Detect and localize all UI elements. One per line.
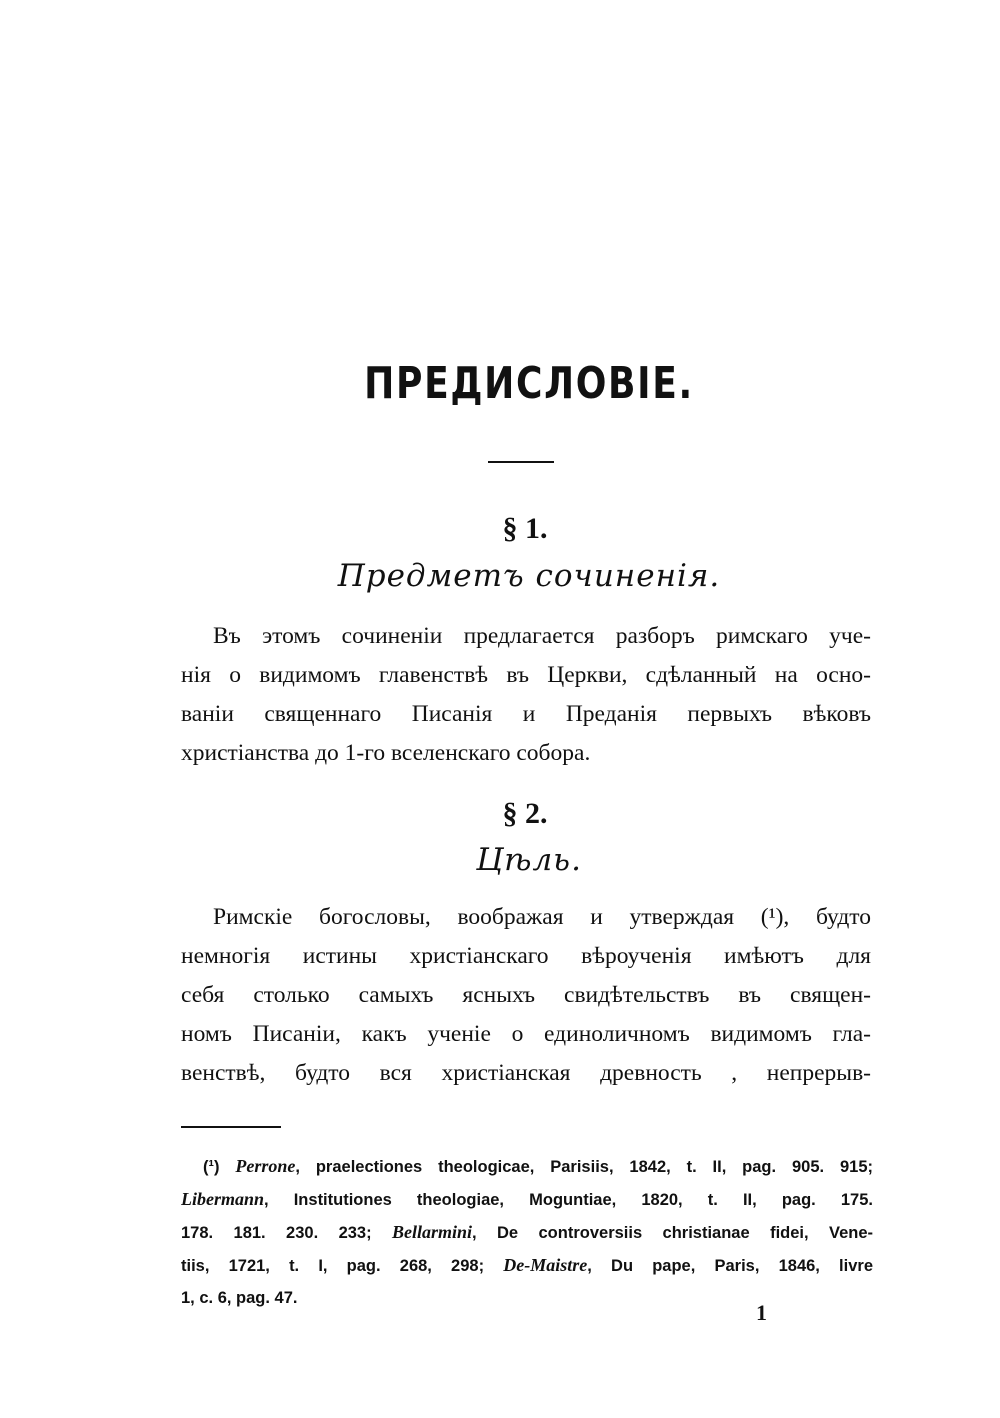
section-1-heading: Предметъ сочиненія. xyxy=(337,558,721,594)
footnote-line xyxy=(181,1216,873,1249)
footnote-line xyxy=(181,1282,873,1314)
footnote-line xyxy=(181,1150,873,1183)
footnote-text: , Du pape, Paris, 1846, livre xyxy=(587,1257,873,1275)
footnote-text: (¹) xyxy=(203,1158,236,1176)
paragraph-line: ваніи священнаго Писанія и Преданія первыхъ вѣковъ xyxy=(181,701,871,727)
footnote-line xyxy=(181,1249,873,1282)
footnote-divider xyxy=(181,1126,281,1128)
section-1-number: § 1. xyxy=(502,512,548,545)
section-2-heading: Цѣль. xyxy=(476,842,582,878)
footnote-author: Perrone xyxy=(235,1156,296,1176)
paragraph-line: немногія истины христіанскаго вѣроученія имѣютъ для xyxy=(181,943,871,969)
paragraph-line: номъ Писаніи, какъ ученіе о единоличномъ видимомъ гла- xyxy=(181,1021,871,1047)
paragraph-line: себя столько самыхъ ясныхъ свидѣтельствъ въ священ- xyxy=(181,982,871,1008)
footnote-author: Bellarmini xyxy=(392,1222,473,1242)
section-2-number: § 2. xyxy=(502,797,548,830)
section-2-paragraph xyxy=(181,898,871,1093)
title-divider xyxy=(488,461,554,463)
paragraph-line: христіанства до 1-го вселенскаго собора. xyxy=(181,740,591,766)
section-1-paragraph xyxy=(181,617,871,773)
paragraph-line: Въ этомъ сочиненіи предлагается разборъ римскаго уче- xyxy=(213,623,871,649)
paragraph-line: Римскіе богословы, воображая и утверждая (¹), будто xyxy=(213,904,871,930)
footnote-text: 178. 181. 230. 233; xyxy=(181,1224,392,1242)
page-title: ПРЕДИСЛОВІЕ. xyxy=(364,358,694,409)
footnote-text: , De controversiis christianae fidei, Vene- xyxy=(472,1224,873,1242)
page-number: 1 xyxy=(756,1300,767,1325)
footnote-text: , Institutiones theologiae, Moguntiae, 1820, t. II, pag. 175. xyxy=(264,1191,873,1209)
footnote-text: 1, c. 6, pag. 47. xyxy=(181,1289,298,1307)
footnote xyxy=(181,1150,873,1314)
footnote-text: tiis, 1721, t. I, pag. 268, 298; xyxy=(181,1257,504,1275)
paragraph-line: нія о видимомъ главенствѣ въ Церкви, сдѣланный на осно- xyxy=(181,662,871,688)
footnote-author: Libermann xyxy=(181,1189,265,1209)
footnote-text: , praelectiones theologicae, Parisiis, 1842, t. II, pag. 905. 915; xyxy=(295,1158,873,1176)
paragraph-line: венствѣ, будто вся христіанская древность , непрерыв- xyxy=(181,1060,871,1086)
footnote-line xyxy=(181,1183,873,1216)
footnote-author: De-Maistre xyxy=(503,1255,588,1275)
